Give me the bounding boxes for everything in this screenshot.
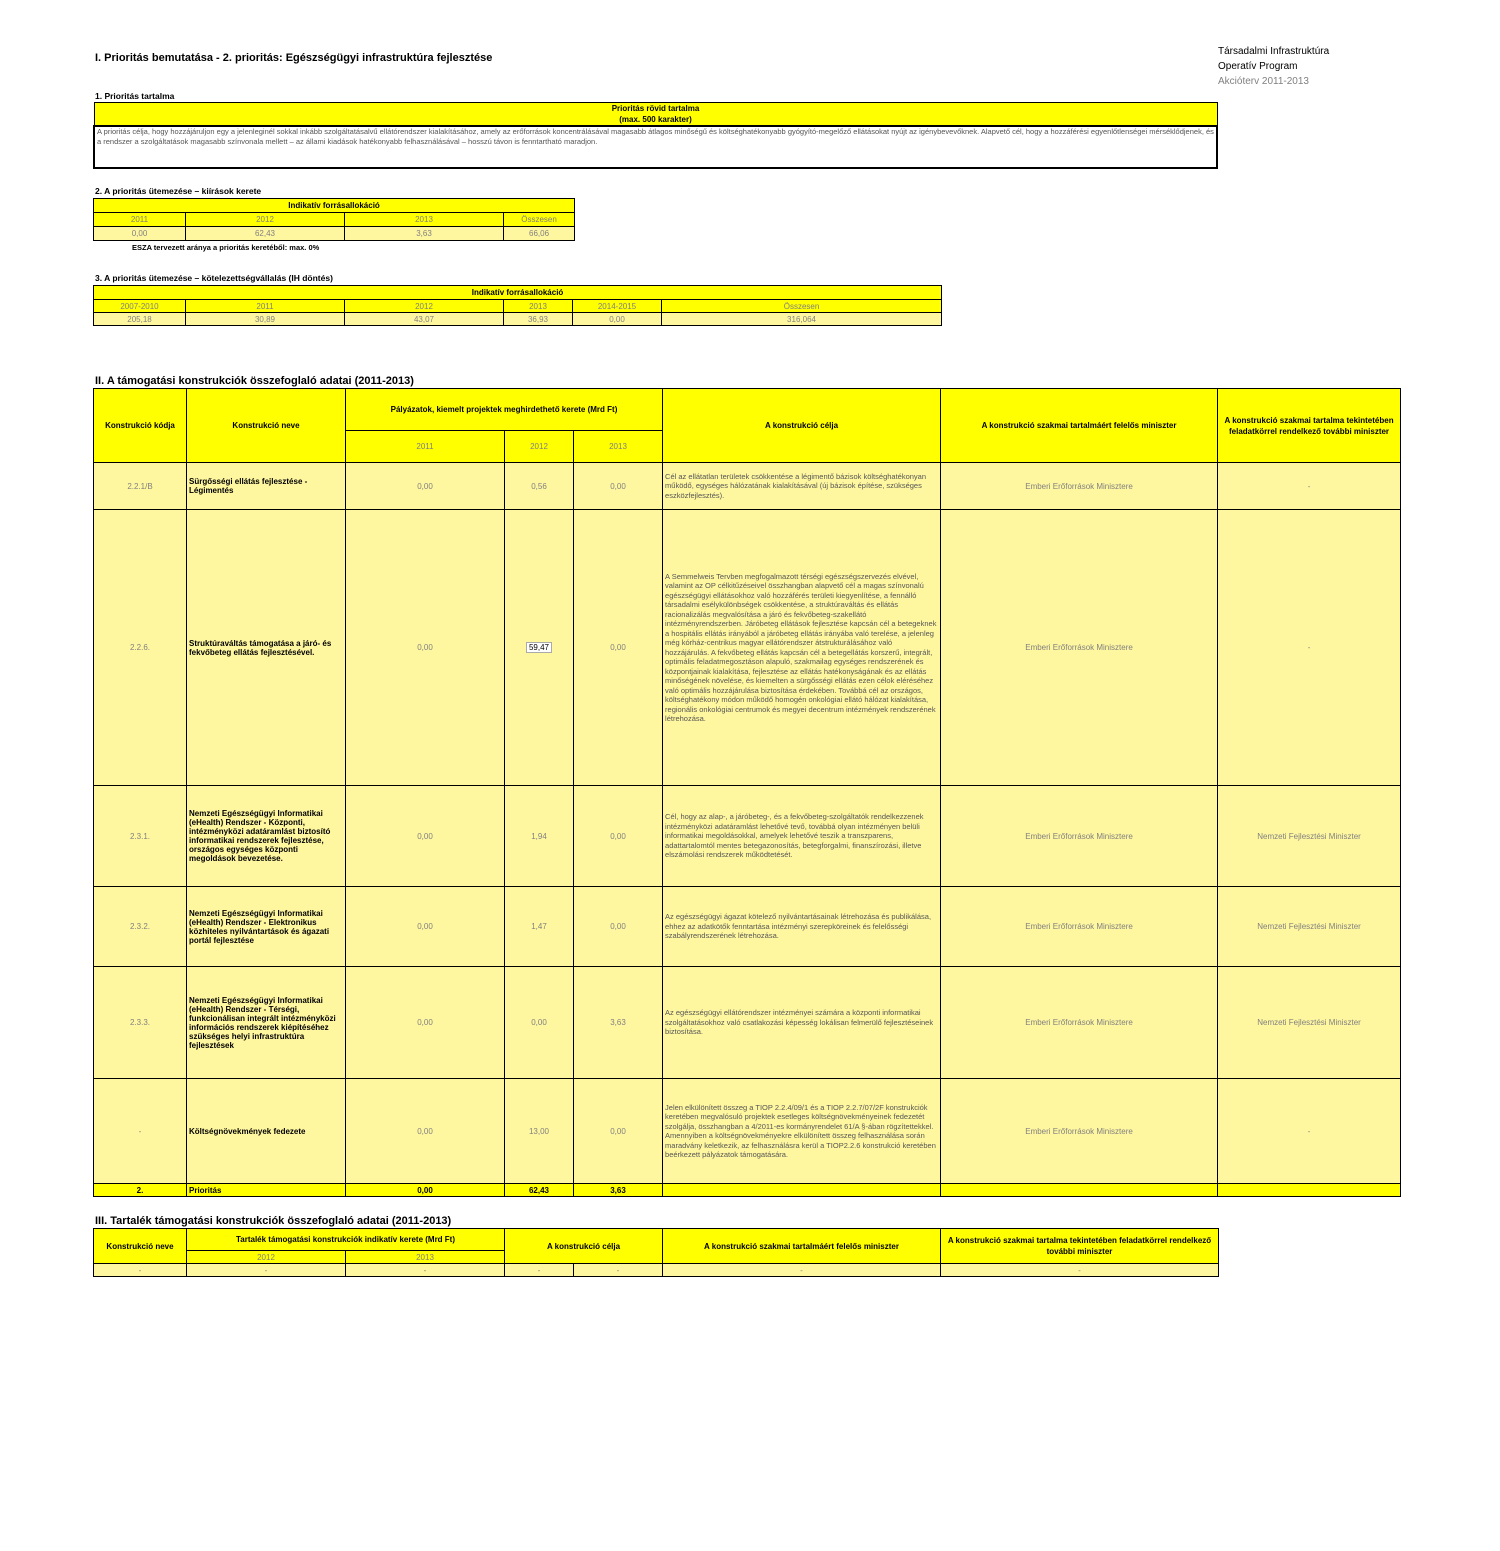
row-other: Nemzeti Fejlesztési Miniszter [1218, 887, 1401, 967]
total-minister [941, 1184, 1218, 1197]
row-2011: 0,00 [346, 786, 505, 887]
table-row [94, 510, 1401, 786]
row-other: - [1218, 463, 1401, 510]
total-name: Prioritás [187, 1184, 346, 1197]
row-name: Nemzeti Egészségügyi Informatikai (eHealth) Rendszer - Térségi, funkcionálisan integrált intézményközi információs rendszerek kiépítéséhez szükséges helyi infrastruktúra fejlesztések [187, 967, 346, 1079]
row-code: 2.2.6. [94, 510, 187, 786]
row-code: 2.3.3. [94, 967, 187, 1079]
c-col-1: 2007-2010 [94, 300, 186, 313]
row-2013: 3,63 [574, 967, 663, 1079]
priority-header2: (max. 500 karakter) [94, 114, 1217, 126]
h-code: Konstrukció kódja [94, 389, 187, 463]
row-2013: 0,00 [574, 510, 663, 786]
row-2013: 0,00 [574, 887, 663, 967]
h-year-2012: 2012 [505, 431, 574, 463]
row-goal: Cél az ellátatlan területek csökkentése a légimentő bázisok költséghatékonyan működő, egységes hálózatának kialakításával (új bázisok építése, szükséges eszközfejlesztés). [663, 463, 941, 510]
row-2013: 0,00 [574, 786, 663, 887]
page-title: I. Prioritás bemutatása - 2. prioritás: Egészségügyi infrastruktúra fejlesztése [95, 52, 493, 64]
val-2011: 0,00 [94, 227, 186, 241]
r-h-goal: A konstrukció célja [505, 1229, 663, 1264]
section-ii-title: II. A támogatási konstrukciók összefoglaló adatai (2011-2013) [95, 375, 414, 387]
row-minister: Emberi Erőforrások Minisztere [941, 463, 1218, 510]
row-name: Sürgősségi ellátás fejlesztése - Légimentés [187, 463, 346, 510]
r-cell: - [346, 1264, 505, 1277]
row-goal: Az egészségügyi ágazat kötelező nyilvántartásainak létrehozása és publikálása, ehhez az adatkötők fenntartása intézményi szerepköreinek és felelősségi szabályrendszerének létrehozása. [663, 887, 941, 967]
val-total: 66,06 [504, 227, 575, 241]
c-col-6: Összesen [662, 300, 942, 313]
table-row [94, 786, 1401, 887]
row-2013: 0,00 [574, 1079, 663, 1184]
c-val-5: 0,00 [573, 313, 662, 326]
row-minister: Emberi Erőforrások Minisztere [941, 887, 1218, 967]
c-val-2: 30,89 [186, 313, 345, 326]
program-line2: Operatív Program [1218, 61, 1298, 72]
row-goal: Az egészségügyi ellátórendszer intézményei számára a központi informatikai szolgáltatásokhoz való csatlakozási képesség lokálisan felmerülő fejlesztéseinek biztosítása. [663, 967, 941, 1079]
allocation-header: Indikatív forrásallokáció [94, 199, 575, 213]
r-h-minister: A konstrukció szakmai tartalmáért felelős miniszter [663, 1229, 941, 1264]
program-line1: Társadalmi Infrastruktúra [1218, 46, 1330, 57]
row-2011: 0,00 [346, 1079, 505, 1184]
allocation-table [93, 198, 575, 241]
total-2012: 62,43 [505, 1184, 574, 1197]
section-iii-title: III. Tartalék támogatási konstrukciók összefoglaló adatai (2011-2013) [95, 1215, 452, 1227]
val-2013: 3,63 [345, 227, 504, 241]
row-minister: Emberi Erőforrások Minisztere [941, 786, 1218, 887]
h-budget: Pályázatok, kiemelt projektek meghirdethető kerete (Mrd Ft) [346, 389, 663, 431]
row-code: 2.3.2. [94, 887, 187, 967]
row-2012: 1,47 [505, 887, 574, 967]
priority-header1: Prioritás rövid tartalma [94, 103, 1217, 115]
h-other: A konstrukció szakmai tartalma tekintetében feladatkörrel rendelkező további miniszter [1218, 389, 1401, 463]
row-name: Struktúraváltás támogatása a járó- és fekvőbeteg ellátás fejlesztésével. [187, 510, 346, 786]
commitment-header: Indikatív forrásallokáció [94, 286, 942, 300]
row-name: Nemzeti Egészségügyi Informatikai (eHealth) Rendszer - Elektronikus közhiteles nyilvántartások és ágazati portál fejlesztése [187, 887, 346, 967]
total-2011: 0,00 [346, 1184, 505, 1197]
row-other: - [1218, 1079, 1401, 1184]
row-2012: 0,56 [505, 463, 574, 510]
total-goal [663, 1184, 941, 1197]
reserve-table [93, 1228, 1219, 1277]
table-row [94, 1264, 1219, 1277]
total-row [94, 1184, 1401, 1197]
row-other: - [1218, 510, 1401, 786]
row-minister: Emberi Erőforrások Minisztere [941, 510, 1218, 786]
row-2012: 0,00 [505, 967, 574, 1079]
row-other: Nemzeti Fejlesztési Miniszter [1218, 967, 1401, 1079]
row-2011: 0,00 [346, 887, 505, 967]
esza-note: ESZA tervezett aránya a prioritás keretéből: max. 0% [132, 243, 320, 252]
r-cell: - [505, 1264, 574, 1277]
row-code: - [94, 1079, 187, 1184]
c-col-4: 2013 [504, 300, 573, 313]
r-h-name: Konstrukció neve [94, 1229, 187, 1264]
table-row [94, 887, 1401, 967]
row-goal: A Semmelweis Tervben megfogalmazott térségi egészségszervezés elvével, valamint az OP célkitűzéseivel összhangban alapvető cél a magas színvonalú egészségügyi ellátásokhoz való hozzáférés területi kiegyenlítése, a fennálló társadalmi esélykülönbségek csökkentése, a struktúraváltás és ellátás racionalizálás megvalósítása a járó és fekvőbeteg-szakellátó intézményrendszerben. Járóbeteg ellátások fejlesztése kapcsán cél a betegeknek a hospitális ellátás irányából a járóbeteg ellátás irányába való terelése, a jelenleg még kórház-centrikus magyar ellátórendszer átstrukturálásához való hozzájárulás. A fekvőbeteg ellátás kapcsán cél a betegellátás korszerű, integrált, optimális feladatmegosztáson alapuló, szakmailag egységes rendszerének és központjainak kialakítása, fejlesztése az ellátás hatékonyságának és az ellátás minőségének növelése, és kiemelten a sürgősségi ellátás ezen célok eléréséhez való optimális hozzájárulása biztosítása érdekében. Továbbá cél az országos, költséghatékony módon működő homogén onkológiai ellátó hálózat kialakítása, regionális onkológiai centrumok és megyei decentrum intézmények rendszerének létrehozása. [663, 510, 941, 786]
c-val-6: 316,064 [662, 313, 942, 326]
r-cell: - [941, 1264, 1219, 1277]
h-minister: A konstrukció szakmai tartalmáért felelős miniszter [941, 389, 1218, 463]
section3-label: 3. A prioritás ütemezése – kötelezettségvállalás (IH döntés) [95, 273, 333, 283]
c-val-3: 43,07 [345, 313, 504, 326]
h-name: Konstrukció neve [187, 389, 346, 463]
h-goal: A konstrukció célja [663, 389, 941, 463]
r-h-2012: 2012 [187, 1251, 346, 1264]
row-code: 2.3.1. [94, 786, 187, 887]
r-h-2013: 2013 [346, 1251, 505, 1264]
total-2013: 3,63 [574, 1184, 663, 1197]
c-col-5: 2014-2015 [573, 300, 662, 313]
h-year-2013: 2013 [574, 431, 663, 463]
row-2011: 0,00 [346, 967, 505, 1079]
row-2012 [505, 510, 574, 786]
row-name: Költségnövekmények fedezete [187, 1079, 346, 1184]
section1-label: 1. Prioritás tartalma [95, 91, 175, 101]
r-cell: - [663, 1264, 941, 1277]
total-code: 2. [94, 1184, 187, 1197]
table-row [94, 1079, 1401, 1184]
row-2012: 13,00 [505, 1079, 574, 1184]
row-2013: 0,00 [574, 463, 663, 510]
row-goal: Cél, hogy az alap-, a járóbeteg-, és a fekvőbeteg-szolgáltatók rendelkezzenek intézményközi adatáramlást lehetővé tevő, továbbá olyan intézményen belüli informatikai megoldásokkal, amelyek lehetővé teszik a transzparens, adattartalomtól mentes betegazonosítás, betegforgalmi, finanszírozási, illetve elszámolási rendszerek működtetését. [663, 786, 941, 887]
h-year-2011: 2011 [346, 431, 505, 463]
val-2012: 62,43 [186, 227, 345, 241]
row-name: Nemzeti Egészségügyi Informatikai (eHealth) Rendszer - Központi, intézményközi adatáramlást biztosító informatikai rendszerek fejlesztése, országos egységes központi megoldások bevezetése. [187, 786, 346, 887]
col-2013: 2013 [345, 213, 504, 227]
r-cell: - [94, 1264, 187, 1277]
col-total: Összesen [504, 213, 575, 227]
r-cell: - [187, 1264, 346, 1277]
total-other [1218, 1184, 1401, 1197]
c-col-3: 2012 [345, 300, 504, 313]
row-other: Nemzeti Fejlesztési Miniszter [1218, 786, 1401, 887]
r-h-budget: Tartalék támogatási konstrukciók indikatív kerete (Mrd Ft) [187, 1229, 505, 1251]
r-cell: - [574, 1264, 663, 1277]
table-row [94, 463, 1401, 510]
priority-text: A prioritás célja, hogy hozzájáruljon egy a jelenleginél sokkal inkább szolgáltatásalvű ellátórendszer kialakításához, amely az erőforrások koncentrálásával magasabb átlagos minőségű és költséghatékonyabb gyógyító-megelőző ellátásokat nyújt az igénybevevőknek. Alapvető cél, hogy a hozzáférési egyenlőtlenségei mérséklődjenek, és a rendszer a szolgáltatások magasabb színvonala mellett – az állami kiadások hatékonyabb felhasználásával – hosszú távon is fenntartható maradjon. [94, 126, 1217, 168]
priority-content-table [93, 102, 1218, 169]
section2-label: 2. A prioritás ütemezése – kiírások kerete [95, 186, 262, 196]
program-block [1218, 44, 1329, 89]
c-val-1: 205,18 [94, 313, 186, 326]
row-2012-value: 59,47 [526, 642, 552, 653]
program-line3: Akcióterv 2011-2013 [1218, 76, 1309, 87]
c-val-4: 36,93 [504, 313, 573, 326]
c-col-2: 2011 [186, 300, 345, 313]
row-2011: 0,00 [346, 463, 505, 510]
constructions-table [93, 388, 1401, 1197]
row-2011: 0,00 [346, 510, 505, 786]
row-goal: Jelen elkülönített összeg a TIOP 2.2.4/09/1 és a TIOP 2.2.7/07/2F konstrukciók keretében megvalósuló projektek esetleges költségnövekményeinek fedezetét szolgálja, összhangban a 4/2011-es kormányrendelet 61/A §-ában rögzítettekkel. Amennyiben a költségnövekményekre elkülönített összeg felhasználása során maradvány keletkezik, az felhasználásra kerül a TIOP2.2.6 konstrukció keretében beérkezett pályázatok támogatására. [663, 1079, 941, 1184]
row-minister: Emberi Erőforrások Minisztere [941, 1079, 1218, 1184]
col-2012: 2012 [186, 213, 345, 227]
r-h-other: A konstrukció szakmai tartalma tekintetében feladatkörrel rendelkező további miniszter [941, 1229, 1219, 1264]
row-code: 2.2.1/B [94, 463, 187, 510]
col-2011: 2011 [94, 213, 186, 227]
table-row [94, 967, 1401, 1079]
row-minister: Emberi Erőforrások Minisztere [941, 967, 1218, 1079]
commitment-table [93, 285, 942, 326]
row-2012: 1,94 [505, 786, 574, 887]
